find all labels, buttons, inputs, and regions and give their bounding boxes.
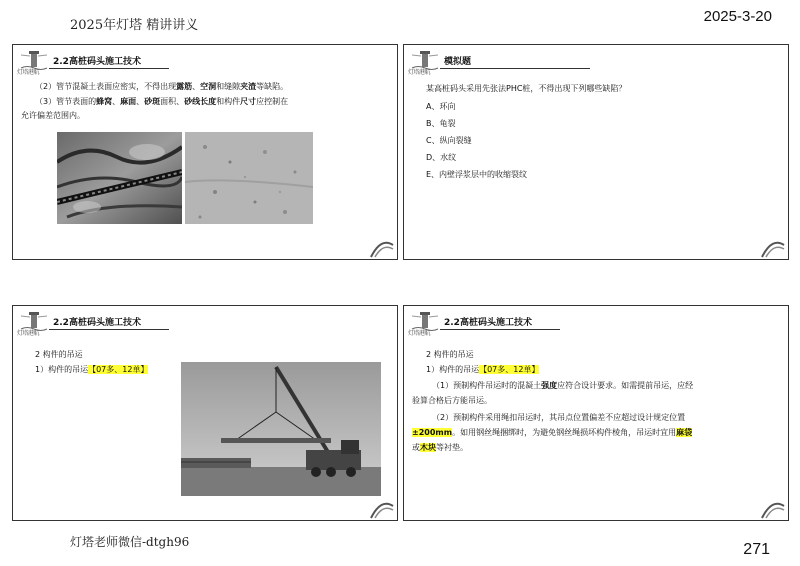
- logo-text: 灯塔港航: [408, 330, 431, 337]
- slide-paragraph: （3）管节表面的蜂窝、麻面、砂斑面积、砂线长度和构件尺寸应控制在: [35, 97, 289, 106]
- slide-title: 2.2高桩码头施工技术: [53, 57, 141, 67]
- title-underline: [49, 329, 169, 330]
- page-number: 271: [743, 541, 770, 558]
- swirl-decoration-icon: [369, 235, 395, 259]
- lighthouse-logo-icon: [19, 49, 49, 81]
- title-underline: [440, 68, 590, 69]
- lighthouse-logo-icon: [410, 49, 440, 81]
- swirl-decoration-icon: [369, 496, 395, 520]
- page-header-date: 2025-3-20: [703, 8, 772, 25]
- swirl-decoration-icon: [760, 235, 786, 259]
- slide-4: [403, 305, 789, 521]
- slide-title: 2.2高桩码头施工技术: [444, 318, 532, 328]
- slide-paragraph: 或木块等衬垫。: [412, 443, 468, 452]
- slide-2: [403, 44, 789, 260]
- slide-paragraph: （2）管节混凝土表面应密实，不得出现露筋、空洞和缝隙夹渣等缺陷。: [35, 82, 289, 91]
- logo-text: 灯塔港航: [408, 69, 431, 76]
- pipe-defect-photo: [57, 132, 182, 224]
- slide-paragraph: 允许偏差范围内。: [21, 111, 85, 120]
- option-a: A、环向: [426, 102, 456, 111]
- page-footer-contact: 灯塔老师微信-dtgh96: [70, 535, 190, 549]
- section-heading: 2 构件的吊运: [426, 350, 474, 359]
- slide-paragraph: 验算合格后方能吊运。: [412, 396, 492, 405]
- logo-text: 灯塔港航: [17, 330, 40, 337]
- subsection-heading: 1）构件的吊运【07多、12单】: [35, 365, 149, 374]
- lighthouse-logo-icon: [19, 310, 49, 342]
- subsection-heading: 1）构件的吊运【07多、12单】: [426, 365, 540, 374]
- concrete-surface-photo: [185, 132, 313, 224]
- crane-lifting-photo: [181, 362, 381, 496]
- slide-paragraph: ±200mm。如用钢丝绳捆绑时，为避免钢丝绳损坏构件棱角，吊运时宜用麻袋: [412, 428, 693, 437]
- option-e: E、内壁浮浆层中的收缩裂纹: [426, 170, 528, 179]
- slide-title: 模拟题: [444, 57, 472, 67]
- logo-text: 灯塔港航: [17, 69, 40, 76]
- slide-paragraph: （1）预制构件吊运时的混凝土强度应符合设计要求。如需提前吊运，应经: [432, 381, 694, 390]
- option-b: B、龟裂: [426, 119, 456, 128]
- title-underline: [440, 329, 560, 330]
- question-text: 某高桩码头采用先张法PHC桩，不得出现下列哪些缺陷？: [426, 84, 627, 93]
- swirl-decoration-icon: [760, 496, 786, 520]
- slide-paragraph: （2）预制构件采用绳扣吊运时，其吊点位置偏差不应超过设计规定位置: [432, 413, 686, 422]
- slide-1: [12, 44, 398, 260]
- page-header-title: 2025年灯塔 精讲讲义: [70, 18, 199, 33]
- title-underline: [49, 68, 169, 69]
- slide-3: [12, 305, 398, 521]
- section-heading: 2 构件的吊运: [35, 350, 83, 359]
- option-c: C、纵向裂缝: [426, 136, 472, 145]
- slide-title: 2.2高桩码头施工技术: [53, 318, 141, 328]
- lighthouse-logo-icon: [410, 310, 440, 342]
- option-d: D、水纹: [426, 153, 457, 162]
